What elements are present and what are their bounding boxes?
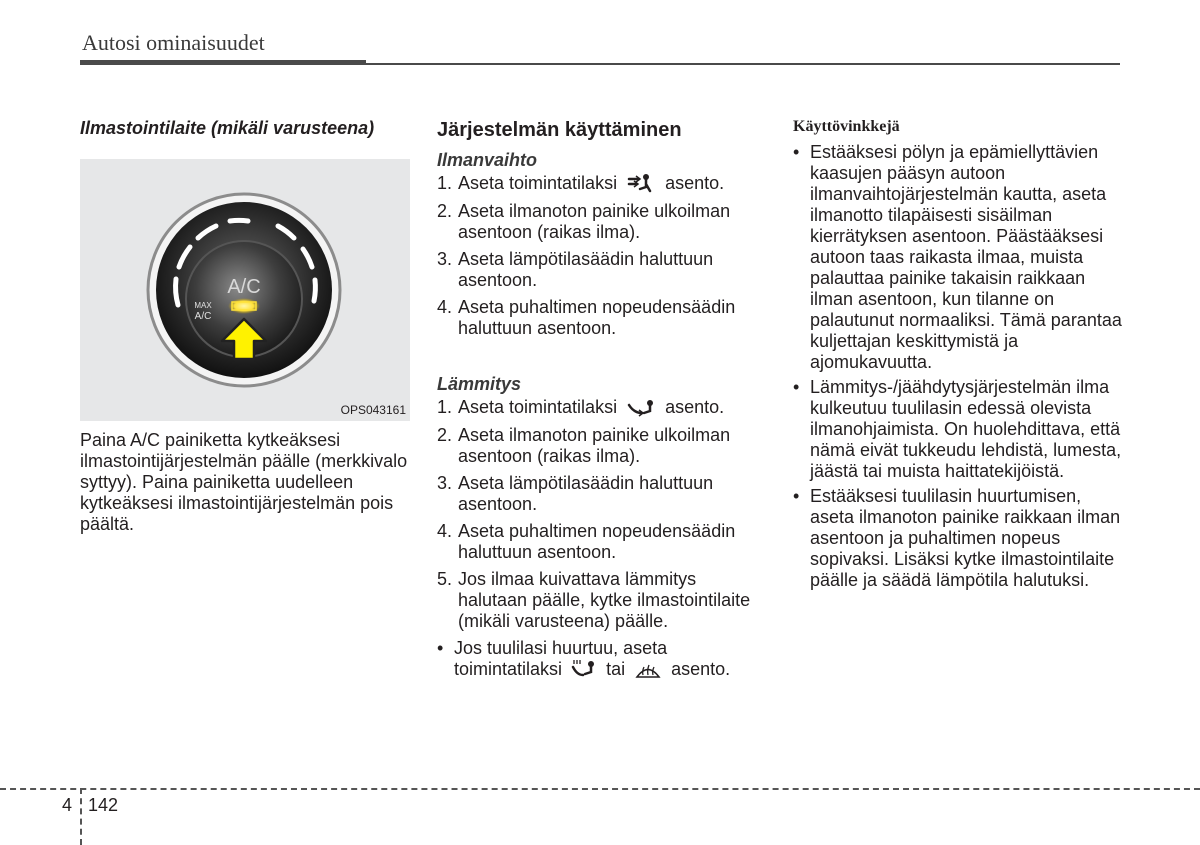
list-item: 1. Aseta toimintatilaksi asento. [437, 397, 725, 418]
left-column [80, 118, 410, 535]
list-item: 2. Aseta ilmanoton painike ulkoilman asentoon (raikas ilma). [437, 201, 731, 243]
list-item: 2. Aseta ilmanoton painike ulkoilman asentoon (raikas ilma). [437, 424, 731, 466]
ventilation-steps [437, 173, 767, 339]
figure-code: OPS043161 [340, 403, 406, 417]
floor-defrost-mode-icon [571, 659, 597, 681]
defrost-bullet: • Jos tuulilasi huurtuu, aseta toimintatilaksi tai asento. [437, 638, 767, 681]
ventilation-subtitle: Ilmanvaihto [437, 150, 538, 170]
footer-divider [80, 788, 82, 845]
tips-list [793, 142, 1123, 591]
tips-title: Käyttövinkkejä [793, 118, 900, 135]
heating-steps [437, 397, 767, 681]
middle-column [437, 118, 767, 687]
list-item: • Lämmitys-/jäähdytysjärjestelmän ilma kulkeutuu tuulilasin edessä olevista ilmanohjaimista. On huolehdittava, että nämä eivät tukkeudu lehdistä, lumesta, jäästä tai muista haittatekijöistä. [793, 377, 1122, 481]
face-vent-mode-icon [626, 173, 656, 195]
ac-figure [80, 159, 410, 421]
heating-subtitle: Lämmitys [437, 374, 522, 395]
list-item: 3. Aseta lämpötilasäädin haluttuun asentoon. [437, 249, 714, 291]
list-item: 5. Jos ilmaa kuivattava lämmitys halutaan päälle, kytke ilmastointilaite (mikäli varusteena) päälle. [437, 568, 751, 631]
list-item: 4. Aseta puhaltimen nopeudensäädin haluttuun asentoon. [437, 520, 736, 562]
page-number: 142 [88, 795, 119, 815]
header-rule-thin [366, 63, 1120, 65]
list-item: 4. Aseta puhaltimen nopeudensäädin haluttuun asentoon. [437, 297, 736, 339]
max-label: MAX [194, 301, 212, 310]
chapter-number: 4 [62, 795, 73, 815]
ac-knob-illustration [80, 159, 410, 421]
list-item: 3. Aseta lämpötilasäädin haluttuun asentoon. [437, 472, 714, 514]
right-column [793, 118, 1123, 595]
ac-instructions: Paina A/C painiketta kytkeäksesi ilmastointijärjestelmän päälle (merkkivalo syttyy). Paina painiketta uudelleen kytkeäksesi ilmastointijärjestelmän pois päältä. [80, 430, 408, 534]
list-item: • Estääksesi pölyn ja epämiellyttävien kaasujen pääsyn autoon ilmanvaihtojärjestelmän kautta, aseta ilmanotto tilapäisesti sisäilman kierrätyksen asentoon. Päästääksesi autoon taas raikasta ilmaa, muista palauttaa painike takaisin raikkaan ilman asentoon, kun tilanne on palautunut normaaliksi. Tämä parantaa kuljettajan keskittymistä ja ajomukavuutta. [793, 142, 1122, 372]
header-rule-thick [80, 60, 366, 65]
footer-rule [0, 788, 1200, 790]
list-item: 1. Aseta toimintatilaksi asento. [437, 173, 767, 195]
defrost-mode-icon [634, 659, 662, 681]
section-title: Järjestelmän käyttäminen [437, 119, 682, 141]
floor-vent-mode-icon [626, 399, 656, 419]
ac-label: A/C [227, 276, 261, 298]
list-item: • Estääksesi tuulilasin huurtumisen, aseta ilmanoton painike raikkaan ilman asentoon ja puhaltimen nopeus sopivaksi. Lisäksi kytke ilmastointilaite päälle ja säädä lämpötila halutuksi. [793, 486, 1121, 590]
figure-caption-title: Ilmastointilaite (mikäli varusteena) [80, 118, 375, 138]
max-ac-label: A/C [194, 311, 212, 322]
ac-indicator-light [228, 298, 260, 314]
page-header-title: Autosi ominaisuudet [82, 30, 265, 55]
